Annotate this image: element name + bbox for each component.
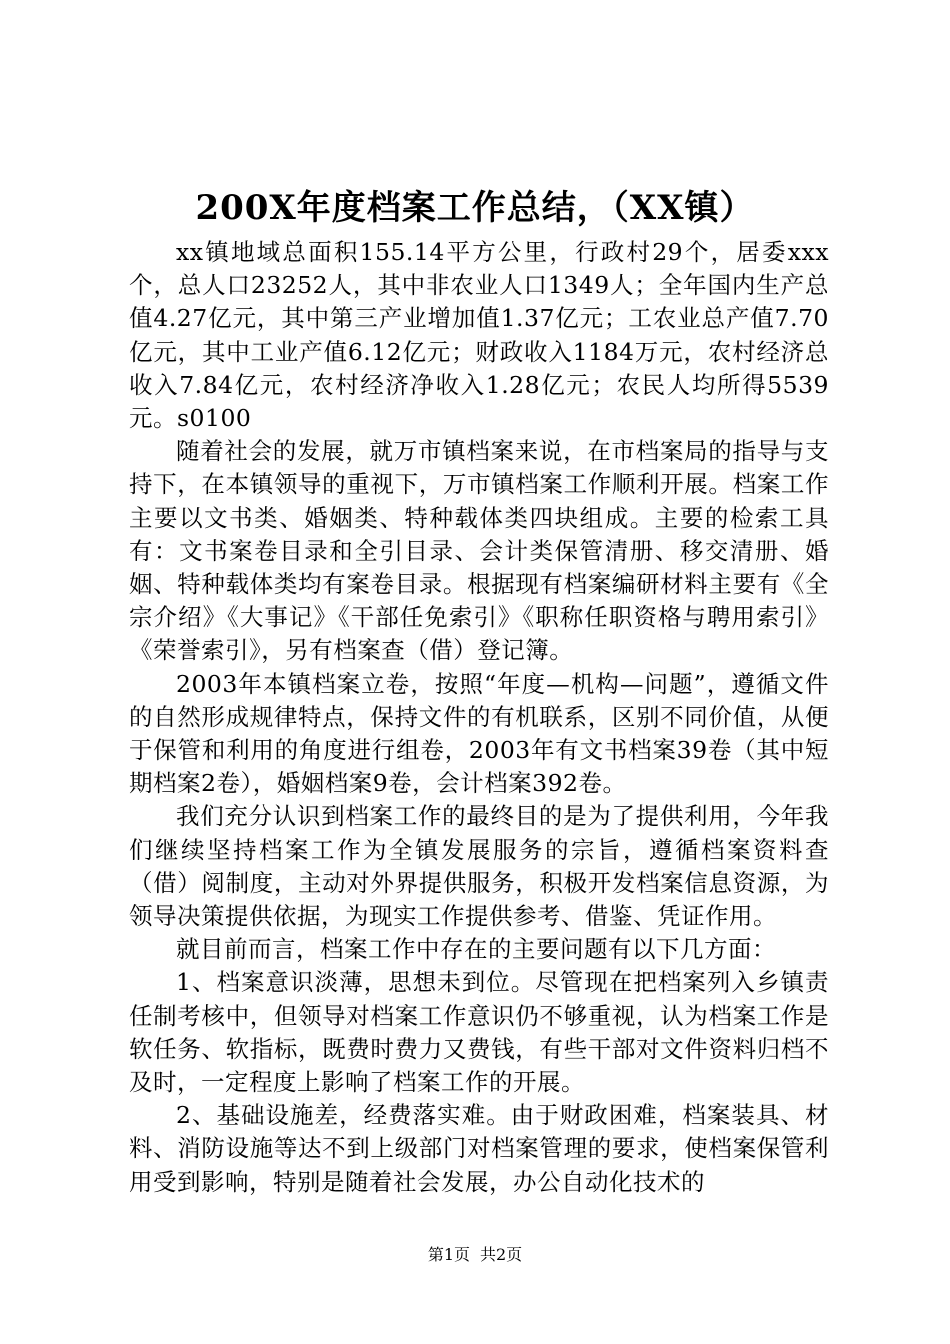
document-title: 200X年度档案工作总结，（XX镇） — [195, 188, 755, 228]
paragraph-overview: xx镇地域总面积155.14平方公里，行政村29个，居委xxx个，总人口23252人，其中非农业人口1349人；全年国内生产总值4.27亿元，其中第三产业增加值1.37亿元；工农业总产值7.70亿元，其中工业产值6.12亿元；财政收入1184万元，农村经济总收入7.84亿元，农村经济净收入1.28亿元；农民人均所得5539元。s0100 — [129, 238, 829, 433]
paragraph-development: 随着社会的发展，就万市镇档案来说，在市档案局的指导与支持下，在本镇领导的重视下，万市镇档案工作顺利开展。档案工作主要以文书类、婚姻类、特种载体类四块组成。主要的检索工具有：文书案卷目录和全引目录、会计类保管清册、移交清册、婚姻、特种载体类均有案卷目录。根据现有档案编研材料主要有《全宗介绍》《大事记》《干部任免索引》《职称任职资格与聘用索引》《荣誉索引》，另有档案查（借）登记簿。 — [129, 437, 829, 665]
page-footer — [0, 1243, 950, 1267]
paragraph-filing-2003: 2003年本镇档案立卷，按照“年度—机构—问题”，遵循文件的自然形成规律特点，保持文件的有机联系，区别不同价值，从便于保管和利用的角度进行组卷，2003年有文书档案39卷（其中短期档案2卷），婚姻档案9卷，会计档案392卷。 — [129, 669, 829, 798]
paragraph-problems-intro: 就目前而言，档案工作中存在的主要问题有以下几方面： — [176, 935, 776, 964]
page-total: 共2页 — [480, 1245, 523, 1264]
document-body — [129, 236, 829, 1199]
paragraph-problem-2: 2、基础设施差，经费落实难。由于财政困难，档案装具、材料、消防设施等达不到上级部门对档案管理的要求，使档案保管利用受到影响，特别是随着社会发展，办公自动化技术的 — [129, 1101, 829, 1196]
paragraph-problem-1: 1、档案意识淡薄，思想未到位。尽管现在把档案列入乡镇责任制考核中，但领导对档案工作意识仍不够重视，认为档案工作是软任务、软指标，既费时费力又费钱，有些干部对文件资料归档不及时，一定程度上影响了档案工作的开展。 — [129, 968, 829, 1097]
paragraph-utilization: 我们充分认识到档案工作的最终目的是为了提供利用，今年我们继续坚持档案工作为全镇发展服务的宗旨，遵循档案资料查（借）阅制度，主动对外界提供服务，积极开发档案信息资源，为领导决策提供依据，为现实工作提供参考、借鉴、凭证作用。 — [129, 802, 829, 931]
page-number: 第1页 — [427, 1245, 470, 1264]
